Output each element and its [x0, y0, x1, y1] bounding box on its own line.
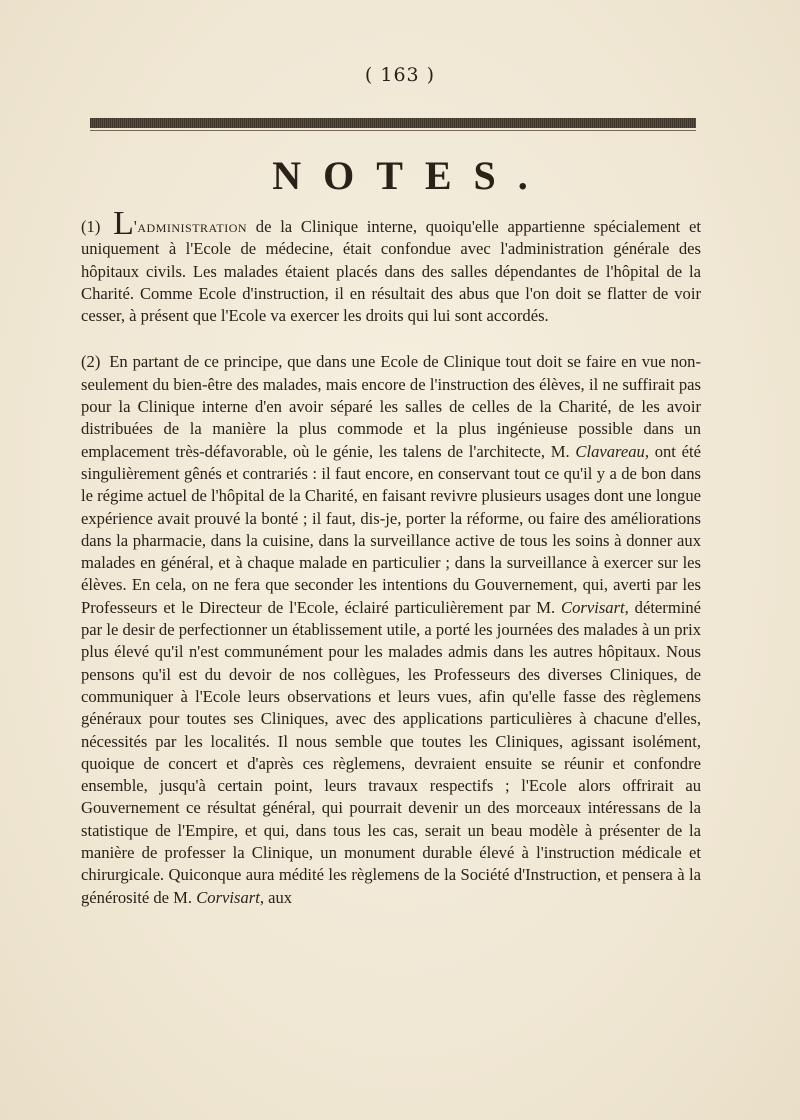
note-text: , déterminé par le desir de perfectionner un établissement utile, a porté les journées des malades à un prix plus élevé qu'il n'est communément pour les malades admis dans les autres hôpitaux. Nous pensons qu'il est du devoir de nos collègues, les Professeurs des diverses Cliniques, de communiquer à l'Ecole leurs observations et leurs vues, afin qu'elle fasse des règlemens généraux pour toutes ses Cliniques, avec des applications particulières à chacune d'elles, nécessités par les localités. Il nous semble que toutes les Cliniques, agissant isolément, quoique de concert et d'après ces règlemens, devraient ensuite se réunir et confondre ensemble, jusqu'à certain point, leurs travaux respectifs ; l'Ecole alors offrirait au Gouvernement ce résultat général, qui pourrait devenir un des morceaux intéressans de la statistique de l'Empire, et qui, dans tous les cas, serait un beau modèle à présenter de la manière de professer la Clinique, un monument durable élevé à l'instruction médicale et chirurgicale. Quiconque aura médité les règlemens de la Société d'Instruction, et pensera à la générosité de M.	[81, 597, 702, 907]
italic-name: Clavareau	[575, 441, 645, 461]
note-number: (2)	[81, 352, 101, 372]
note-text: , aux	[259, 887, 293, 907]
notes-body	[81, 205, 702, 909]
smallcaps-opening: 'administration	[133, 217, 248, 236]
italic-name: Corvisart	[196, 887, 260, 907]
italic-name: Corvisart	[561, 597, 625, 617]
drop-capital: L	[113, 205, 134, 242]
notes-heading: NOTES.	[272, 153, 550, 198]
note-1	[81, 205, 702, 327]
page-number: ( 163 )	[364, 64, 436, 86]
note-text: En partant de ce principe, que dans une Ecole de Clinique tout doit se faire en vue non-seulement du bien-être des malades, mais encore de l'instruction des élèves, il ne suffirait pas pour la Clinique interne d'en avoir séparé les salles de celles de la Charité, de les avoir distribuées de la manière la plus commode et la plus ingénieuse possible dans un emplacement très-défavorable, où le génie, les talens de l'architecte, M.	[81, 352, 701, 461]
note-text: , ont été singulièrement gênés et contrariés : il faut encore, en conservant tout ce qu'il y a de bon dans le régime actuel de l'hôpital de la Charité, en faisant revivre plusieurs usages dont une longue expérience avait prouvé la bonté ; il faut, dis-je, porter la réforme, ou faire des améliorations dans la pharmacie, dans la cuisine, dans la surveillance active de tous les soins à donner aux malades en général, et à chaque malade en particulier ; dans la surveillance à exercer sur les élèves. En cela, on ne fera que seconder les intentions du Gouvernement, qui, averti par les Professeurs et le Directeur de l'Ecole, éclairé particulièrement par M.	[81, 441, 702, 617]
decorative-rule	[90, 118, 696, 128]
note-2	[81, 351, 701, 908]
note-text: de la Clinique interne, quoiqu'elle appartienne spécialement et uniquement à l'Ecole de médecine, était confondue avec l'administration générale des hôpitaux civils. Les malades étaient placés dans des salles dépendantes de l'hôpital de la Charité. Comme Ecole d'instruction, il en résultait des abus que l'on doit se flatter de voir cesser, à présent que l'Ecole va exercer les droits qui lui sont accordés.	[81, 217, 702, 326]
note-number: (1)	[81, 217, 101, 236]
